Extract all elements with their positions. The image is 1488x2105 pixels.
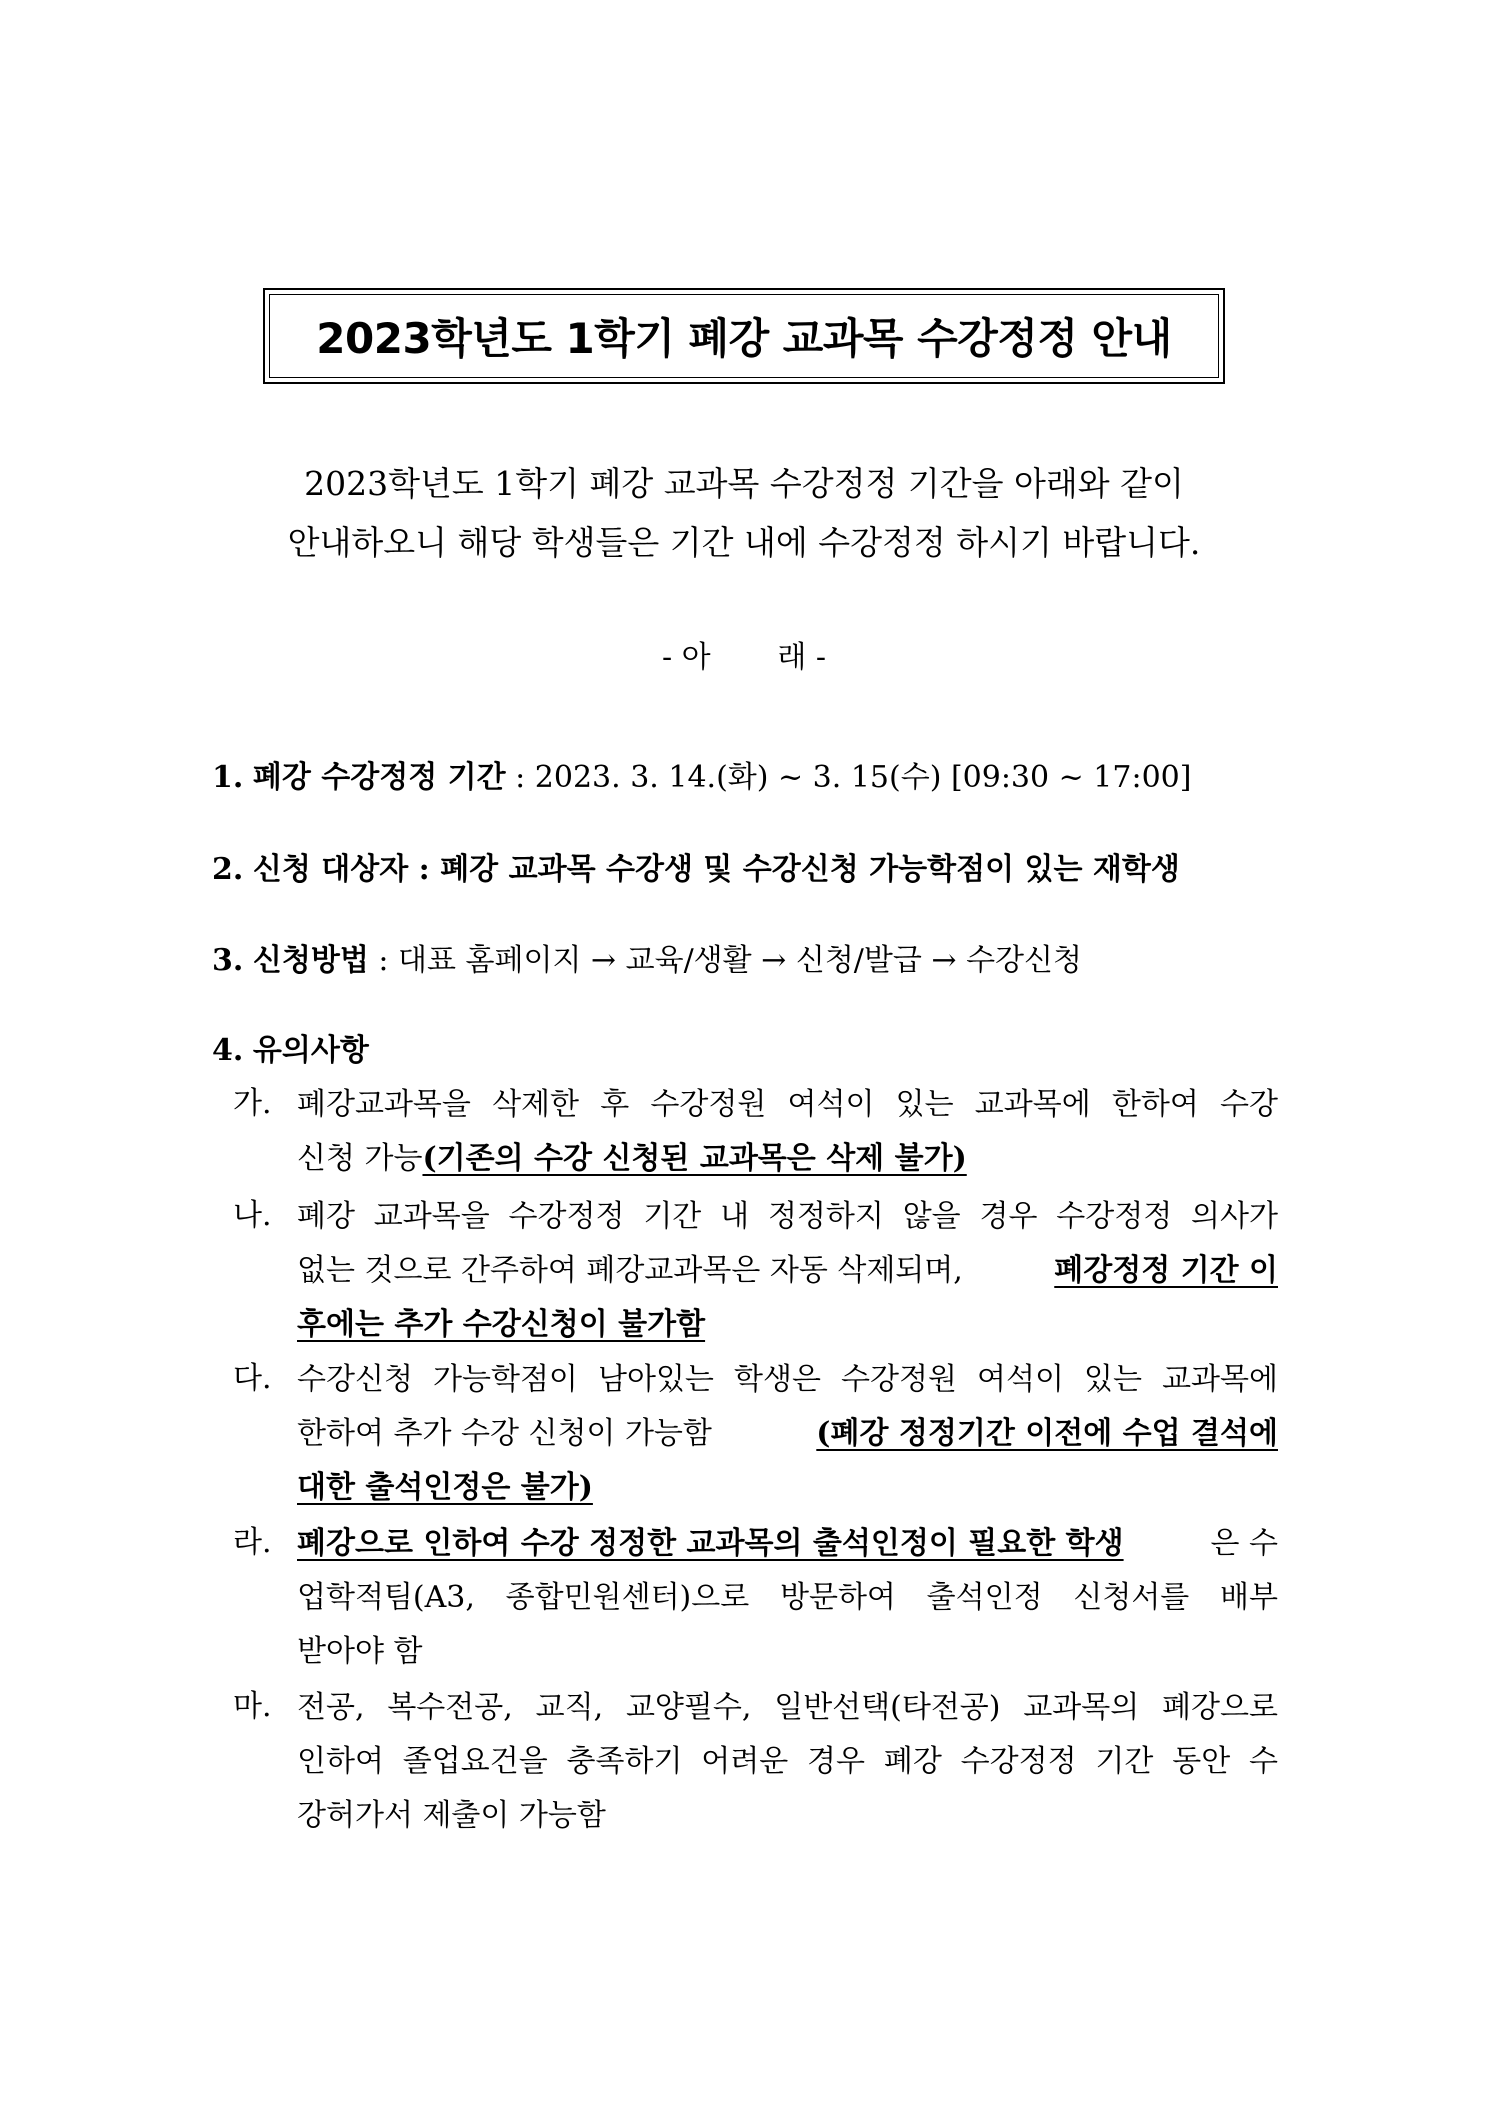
- title-box: [263, 288, 1225, 384]
- note-ga: [233, 1078, 1278, 1186]
- item-value: 폐강 교과목 수강생 및 수강신청 가능학점이 있는 재학생: [440, 852, 1180, 887]
- note-emphasis: (기존의 수강 신청된 교과목은 삭제 불가): [422, 1141, 967, 1176]
- note-marker: 가.: [233, 1086, 272, 1121]
- note-line: 업학적팀(A3, 종합민원센터)으로 방문하여 출석인정 신청서를 배부: [297, 1580, 1278, 1615]
- item-number: 3.: [212, 943, 244, 978]
- note-da: [233, 1353, 1278, 1515]
- note-line: 인하여 졸업요건을 충족하기 어려운 경우 폐강 수강정정 기간 동안 수: [297, 1744, 1278, 1779]
- note-line: 받아야 함: [297, 1634, 423, 1669]
- note-line: 수강신청 가능학점이 남아있는 학생은 수강정원 여석이 있는 교과목에: [297, 1362, 1278, 1397]
- note-marker: 마.: [233, 1689, 272, 1724]
- note-text: 한하여 추가 수강 신청이 가능함: [297, 1416, 712, 1451]
- note-emphasis: 대한 출석인정은 불가): [297, 1470, 593, 1505]
- note-na: [233, 1190, 1278, 1352]
- note-text: 은 수: [1210, 1526, 1278, 1561]
- note-emphasis: 폐강정정 기간 이: [1054, 1253, 1278, 1288]
- note-text: 없는 것으로 간주하여 폐강교과목은 자동 삭제되며,: [297, 1253, 963, 1288]
- note-ra: [233, 1517, 1278, 1679]
- item-target: [212, 844, 1180, 888]
- item-value: 2023. 3. 14.(화) ~ 3. 15(수) [09:30 ~ 17:00]: [534, 760, 1192, 795]
- item-separator: :: [408, 852, 441, 887]
- item-value: 대표 홈페이지 → 교육/생활 → 신청/발급 → 수강신청: [397, 943, 1083, 978]
- intro-line-1: 2023학년도 1학기 폐강 교과목 수강정정 기간을 아래와 같이: [304, 464, 1184, 503]
- note-text: 신청 가능: [297, 1141, 423, 1176]
- note-emphasis: 폐강으로 인하여 수강 정정한 교과목의 출석인정이 필요한 학생: [297, 1526, 1124, 1561]
- note-line: 폐강교과목을 삭제한 후 수강정원 여석이 있는 교과목에 한하여 수강: [297, 1087, 1278, 1122]
- item-separator: :: [505, 760, 535, 795]
- document-title: 2023학년도 1학기 폐강 교과목 수강정정 안내: [316, 314, 1172, 363]
- note-emphasis: (폐강 정정기간 이전에 수업 결석에: [816, 1416, 1278, 1451]
- item-label: 신청 대상자: [252, 852, 409, 887]
- item-number: 4.: [212, 1033, 244, 1068]
- intro-line-2: 안내하오니 해당 학생들은 기간 내에 수강정정 하시기 바랍니다.: [287, 523, 1201, 562]
- note-emphasis: 후에는 추가 수강신청이 불가함: [297, 1307, 706, 1342]
- note-marker: 라.: [233, 1525, 272, 1560]
- item-notes: [212, 1025, 369, 1069]
- item-number: 1.: [212, 760, 244, 795]
- item-number: 2.: [212, 852, 244, 887]
- note-marker: 다.: [233, 1361, 272, 1396]
- item-label: 폐강 수강정정 기간: [252, 760, 506, 795]
- item-label: 신청방법: [252, 943, 369, 978]
- note-marker: 나.: [233, 1198, 272, 1233]
- section-heading: - 아 래 -: [661, 640, 827, 675]
- note-line: 강허가서 제출이 가능함: [297, 1798, 606, 1833]
- item-label: 유의사항: [252, 1033, 369, 1068]
- note-line: 전공, 복수전공, 교직, 교양필수, 일반선택(타전공) 교과목의 폐강으로: [297, 1690, 1278, 1725]
- item-separator: :: [368, 943, 398, 978]
- item-period: [212, 752, 1191, 796]
- note-line: 폐강 교과목을 수강정정 기간 내 정정하지 않을 경우 수강정정 의사가: [297, 1199, 1278, 1234]
- note-ma: [233, 1681, 1278, 1843]
- item-method: [212, 935, 1082, 979]
